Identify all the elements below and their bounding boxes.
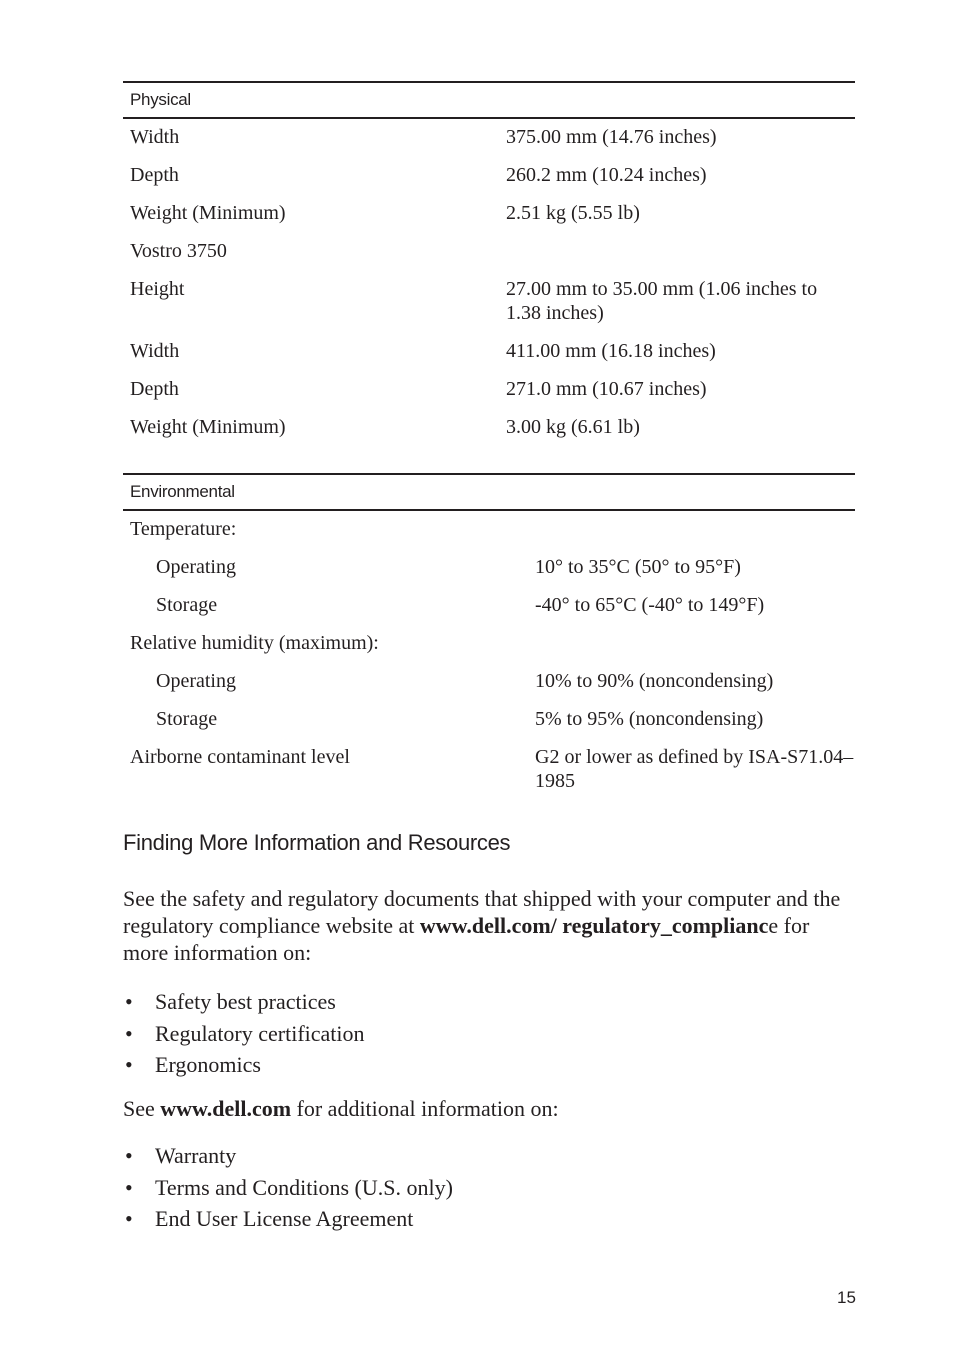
table-row <box>123 549 855 587</box>
regulatory-compliance-link[interactable]: www.dell.com/ regulatory_complianc <box>419 913 769 938</box>
list-item <box>123 986 365 1018</box>
spec-label: Relative humidity (maximum): <box>130 632 379 654</box>
spec-value: G2 or lower as defined by ISA-S71.04–1985 <box>535 746 854 792</box>
spec-value <box>500 233 855 271</box>
bullet-icon: • <box>125 1174 133 1200</box>
spec-label: Airborne contaminant level <box>130 746 350 768</box>
table-row <box>123 371 855 409</box>
additional-info-list <box>123 1140 453 1235</box>
spec-label: Weight (Minimum) <box>130 416 286 438</box>
see-text: See <box>123 1096 161 1121</box>
regulatory-topics-list <box>123 986 365 1081</box>
physical-specs-table <box>123 81 855 447</box>
list-item-label: Regulatory certification <box>155 1020 365 1046</box>
intro-paragraph <box>123 885 843 966</box>
table-row <box>123 701 855 739</box>
intro-text: See the safety and regulatory documents that shipped with your computer and the regulatory compliance website at <box>123 886 841 938</box>
physical-table-header: Physical <box>123 82 855 118</box>
table-row <box>123 739 855 801</box>
spec-label: Height <box>130 278 185 300</box>
list-item <box>123 1140 453 1172</box>
table-row <box>123 233 855 271</box>
spec-value: 2.51 kg (5.55 lb) <box>506 202 640 224</box>
spec-label: Operating <box>156 670 236 692</box>
table-row <box>123 118 855 157</box>
list-item <box>123 1049 365 1081</box>
section-heading: Finding More Information and Resources <box>123 830 511 855</box>
table-row <box>123 409 855 447</box>
table-row <box>123 157 855 195</box>
spec-label: Temperature: <box>130 518 237 540</box>
intro-text-end: e for more information on: <box>123 913 810 965</box>
spec-label: Storage <box>156 594 218 616</box>
see-paragraph <box>123 1095 843 1122</box>
table-row <box>123 587 855 625</box>
environmental-table-header: Environmental <box>123 474 855 510</box>
list-item <box>123 1203 453 1235</box>
spec-label: Vostro 3750 <box>130 240 227 262</box>
spec-value: 10° to 35°C (50° to 95°F) <box>535 556 741 578</box>
table-row <box>123 510 855 549</box>
bullet-icon: • <box>125 989 133 1014</box>
list-item <box>123 1172 453 1204</box>
list-item-label: Terms and Conditions (U.S. only) <box>155 1174 453 1200</box>
see-text-end: for additional information on: <box>291 1096 559 1121</box>
spec-value: 10% to 90% (noncondensing) <box>535 670 774 692</box>
spec-label: Storage <box>156 708 218 730</box>
bullet-icon: • <box>125 1206 133 1232</box>
list-item-label: Warranty <box>155 1143 237 1168</box>
page-number: 15 <box>837 1288 856 1307</box>
spec-value <box>529 510 855 549</box>
spec-value: 271.0 mm (10.67 inches) <box>506 378 707 400</box>
dell-website-link[interactable]: www.dell.com <box>160 1096 292 1121</box>
spec-label: Width <box>130 126 180 148</box>
list-item <box>123 1018 365 1050</box>
bullet-icon: • <box>125 1143 133 1168</box>
spec-value: 3.00 kg (6.61 lb) <box>506 416 640 438</box>
table-row <box>123 663 855 701</box>
list-item-label: Safety best practices <box>155 989 336 1014</box>
spec-label: Depth <box>130 164 179 186</box>
table-row <box>123 333 855 371</box>
spec-label: Operating <box>156 556 236 578</box>
table-row <box>123 271 855 333</box>
spec-value <box>529 625 855 663</box>
environmental-specs-table <box>123 473 855 801</box>
spec-value: 27.00 mm to 35.00 mm (1.06 inches to 1.38 inches) <box>506 278 818 324</box>
spec-label: Width <box>130 340 180 362</box>
spec-label: Depth <box>130 378 179 400</box>
bullet-icon: • <box>125 1020 133 1046</box>
spec-value: 260.2 mm (10.24 inches) <box>506 164 707 186</box>
spec-value: 411.00 mm (16.18 inches) <box>506 340 716 362</box>
spec-value: 5% to 95% (noncondensing) <box>535 708 764 730</box>
spec-value: 375.00 mm (14.76 inches) <box>506 126 717 148</box>
list-item-label: Ergonomics <box>155 1052 261 1078</box>
spec-label: Weight (Minimum) <box>130 202 286 224</box>
spec-value: -40° to 65°C (-40° to 149°F) <box>535 594 765 616</box>
table-row <box>123 195 855 233</box>
bullet-icon: • <box>125 1052 133 1078</box>
table-row <box>123 625 855 663</box>
list-item-label: End User License Agreement <box>155 1206 414 1232</box>
